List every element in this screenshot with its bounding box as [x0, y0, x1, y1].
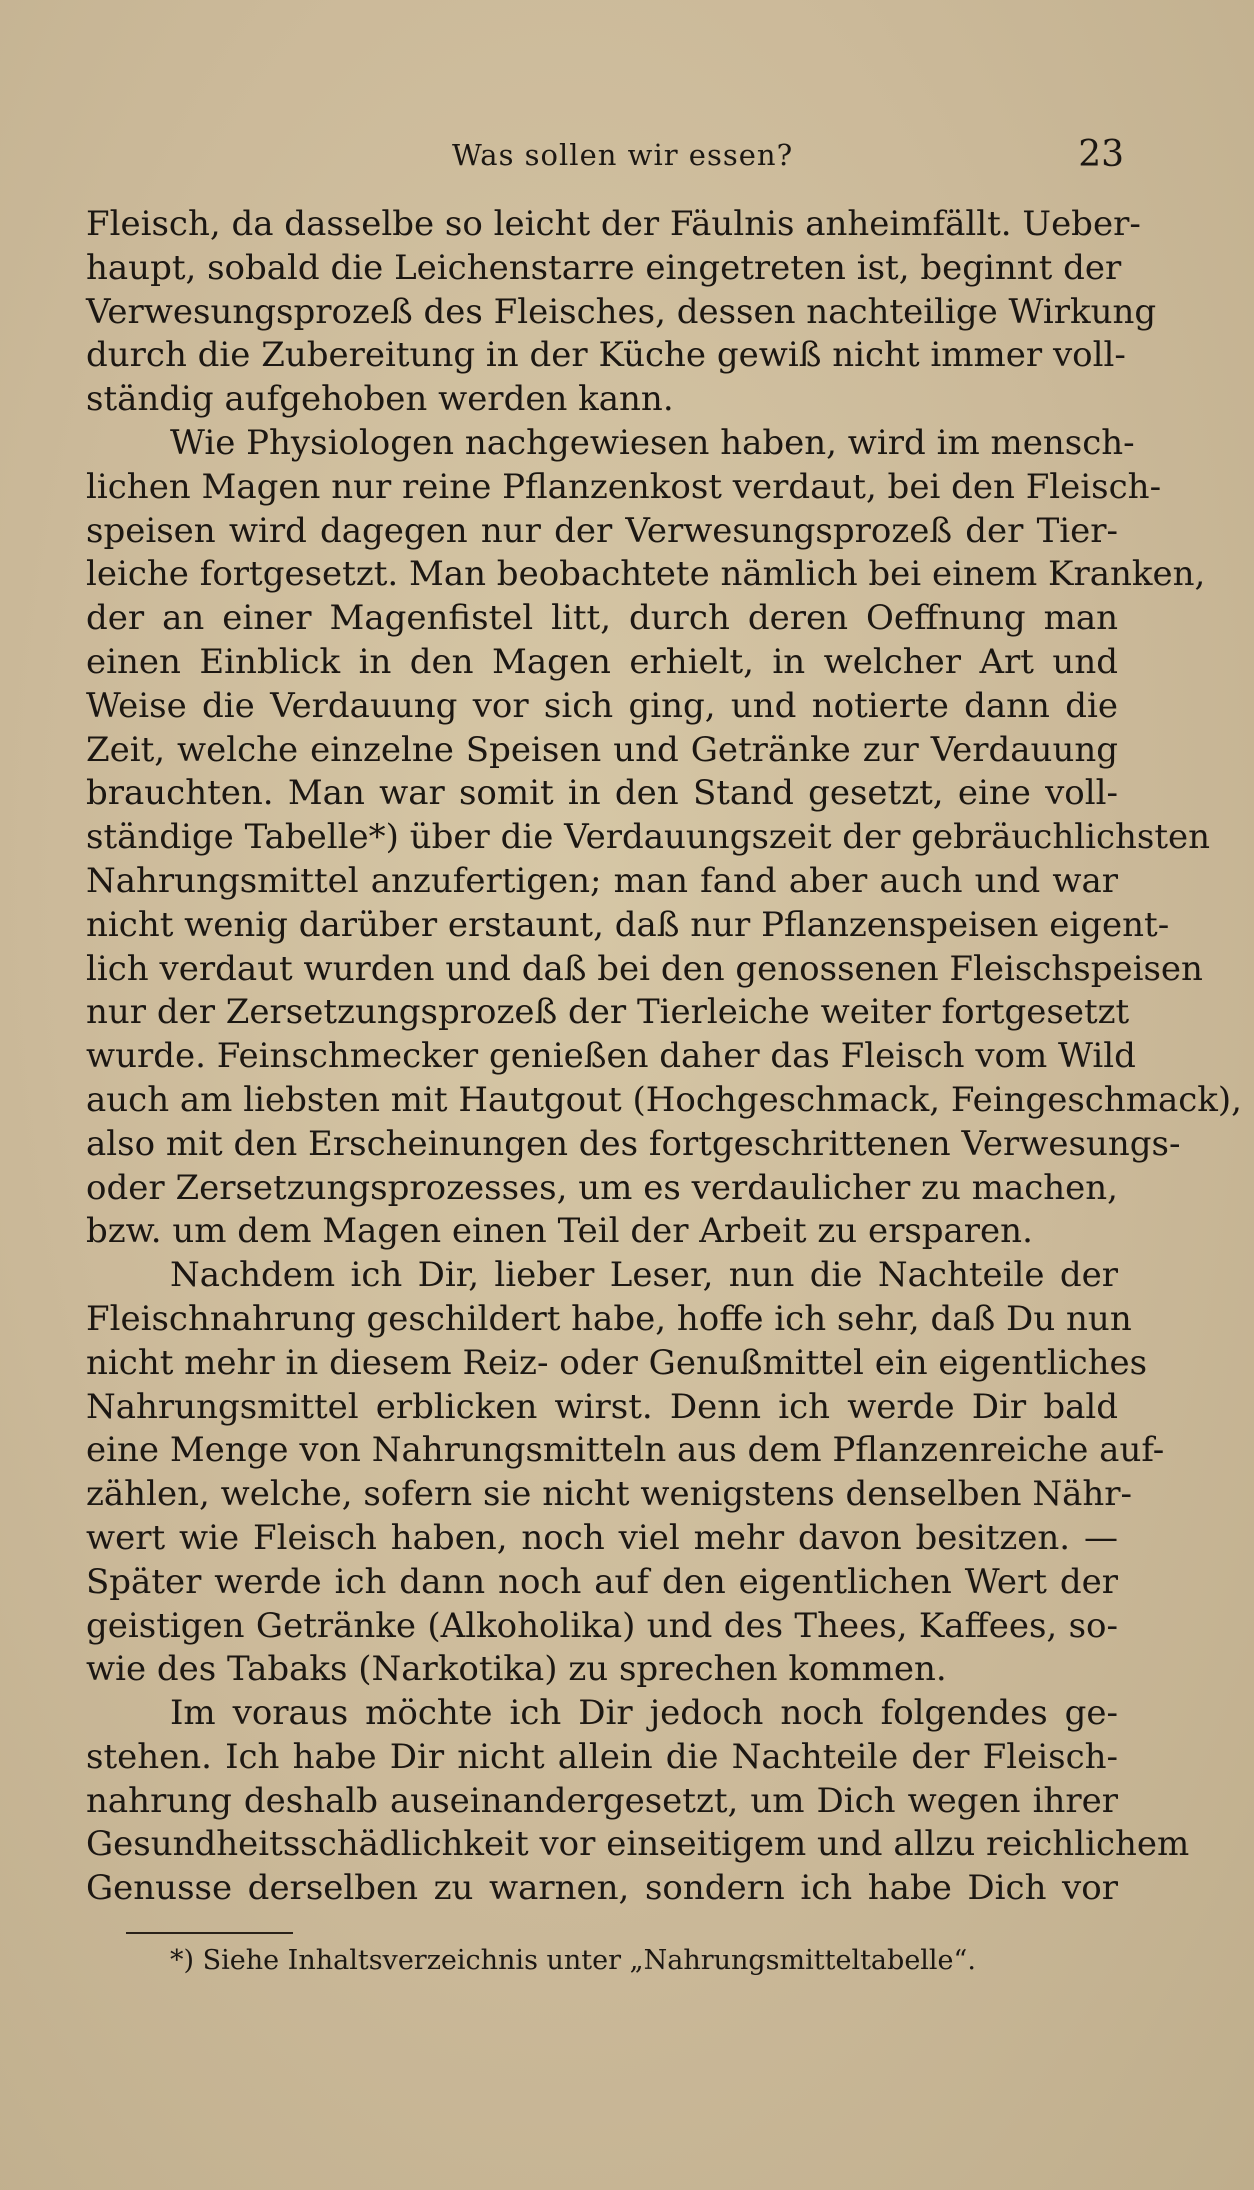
- running-head: [0, 132, 1254, 182]
- text-line: Weise die Verdauung vor sich ging, und notierte dann die: [86, 685, 1118, 726]
- text-line: also mit den Erscheinungen des fortgeschrittenen Verwesungs-: [86, 1123, 1181, 1164]
- page-number: 23: [1078, 134, 1124, 175]
- text-line: Genusse derselben zu warnen, sondern ich habe Dich vor: [86, 1868, 1118, 1909]
- text-line: durch die Zubereitung in der Küche gewiß nicht immer voll-: [86, 335, 1126, 376]
- text-line: Verwesungsprozeß des Fleisches, dessen nachteilige Wirkung: [86, 291, 1157, 332]
- text-line: ständig aufgehoben werden kann.: [86, 379, 674, 420]
- text-line: eine Menge von Nahrungsmitteln aus dem Pflanzenreiche auf-: [86, 1430, 1165, 1471]
- text-line: wurde. Feinschmecker genießen daher das Fleisch vom Wild: [86, 1036, 1136, 1077]
- text-line: Nahrungsmittel erblicken wirst. Denn ich werde Dir bald: [86, 1386, 1118, 1427]
- text-line: auch am liebsten mit Hautgout (Hochgeschmack, Feingeschmack),: [86, 1079, 1242, 1120]
- text-line: nicht wenig darüber erstaunt, daß nur Pflanzenspeisen eigent-: [86, 904, 1170, 945]
- text-line: oder Zersetzungsprozesses, um es verdaulicher zu machen,: [86, 1167, 1118, 1208]
- text-line: nur der Zersetzungsprozeß der Tierleiche weiter fortgesetzt: [86, 992, 1130, 1033]
- running-title: Was sollen wir essen?: [452, 138, 794, 172]
- text-line: Nachdem ich Dir, lieber Leser, nun die Nachteile der: [170, 1255, 1118, 1296]
- text-line: nahrung deshalb auseinandergesetzt, um Dich wegen ihrer: [86, 1780, 1118, 1821]
- text-line: Nahrungsmittel anzufertigen; man fand aber auch und war: [86, 860, 1118, 901]
- text-line: stehen. Ich habe Dir nicht allein die Nachteile der Fleisch-: [86, 1736, 1118, 1777]
- text-line: einen Einblick in den Magen erhielt, in welcher Art und: [86, 641, 1118, 682]
- text-line: Im voraus möchte ich Dir jedoch noch folgendes ge-: [170, 1693, 1118, 1734]
- text-line: Später werde ich dann noch auf den eigentlichen Wert der: [86, 1561, 1118, 1602]
- body-text: [86, 203, 1242, 1911]
- text-line: Fleischnahrung geschildert habe, hoffe ich sehr, daß Du nun: [86, 1298, 1132, 1339]
- text-line: lich verdaut wurden und daß bei den genossenen Fleischspeisen: [86, 948, 1203, 989]
- footnote: *) Siehe Inhaltsverzeichnis unter „Nahrungsmitteltabelle“.: [170, 1945, 976, 1976]
- text-line: bzw. um dem Magen einen Teil der Arbeit zu ersparen.: [86, 1211, 1033, 1252]
- text-line: speisen wird dagegen nur der Verwesungsprozeß der Tier-: [86, 510, 1118, 551]
- text-line: Gesundheitsschädlichkeit vor einseitigem und allzu reichlichem: [86, 1824, 1190, 1865]
- text-line: nicht mehr in diesem Reiz- oder Genußmittel ein eigentliches: [86, 1342, 1148, 1383]
- text-line: wie des Tabaks (Narkotika) zu sprechen kommen.: [86, 1649, 947, 1690]
- text-line: brauchten. Man war somit in den Stand gesetzt, eine voll-: [86, 773, 1118, 814]
- text-line: Fleisch, da dasselbe so leicht der Fäulnis anheimfällt. Ueber-: [86, 204, 1141, 244]
- text-line: der an einer Magenfistel litt, durch deren Oeffnung man: [86, 598, 1118, 639]
- footnote-divider: [126, 1932, 293, 1934]
- text-line: Wie Physiologen nachgewiesen haben, wird im mensch-: [170, 422, 1135, 463]
- text-line: Zeit, welche einzelne Speisen und Getränke zur Verdauung: [86, 729, 1118, 770]
- text-line: zählen, welche, sofern sie nicht wenigstens denselben Nähr-: [86, 1474, 1132, 1515]
- text-line: haupt, sobald die Leichenstarre eingetreten ist, beginnt der: [86, 247, 1122, 288]
- text-line: lichen Magen nur reine Pflanzenkost verdaut, bei den Fleisch-: [86, 466, 1162, 507]
- text-line: geistigen Getränke (Alkoholika) und des Thees, Kaffees, so-: [86, 1605, 1118, 1646]
- text-line: wert wie Fleisch haben, noch viel mehr davon besitzen. —: [86, 1517, 1118, 1558]
- text-line: ständige Tabelle*) über die Verdauungszeit der gebräuchlichsten: [86, 817, 1211, 858]
- text-line: leiche fortgesetzt. Man beobachtete nämlich bei einem Kranken,: [86, 554, 1206, 595]
